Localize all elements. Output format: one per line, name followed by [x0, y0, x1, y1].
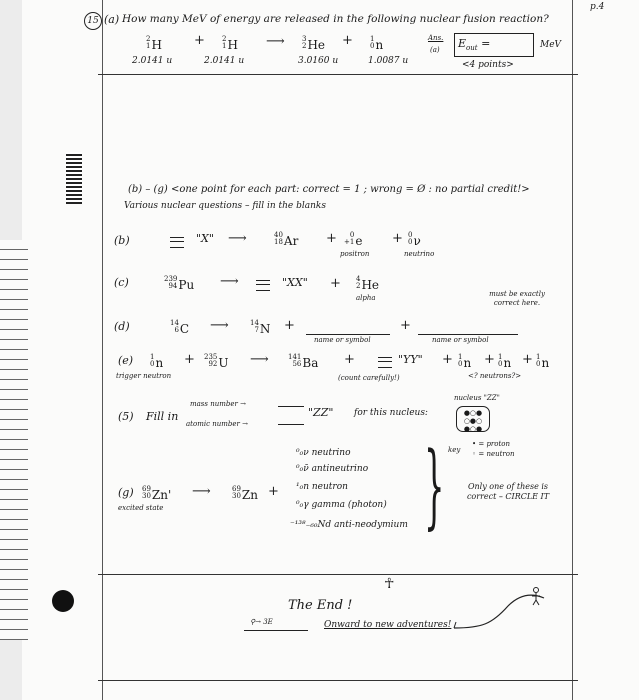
blank-atomic-number[interactable] [278, 424, 304, 425]
bike-underline [244, 630, 308, 631]
plus-sign: + [194, 33, 205, 48]
corner-mark: p.4 [590, 2, 605, 12]
hole-punch [52, 590, 74, 612]
reactant-1-amu: 2.0141 u [132, 56, 173, 66]
neutron-3: 1 0 n [536, 352, 550, 370]
circle-note: Only one of these is correct – CIRCLE IT [466, 482, 550, 501]
fill-in-label: Fill in [146, 410, 179, 423]
positron: 0 +1 e [344, 230, 363, 248]
key-neutron: ◦ = neutron [472, 450, 515, 458]
product-2: 1 0 n [370, 34, 384, 52]
hill-drawing [452, 584, 548, 632]
plus-e5: + [522, 352, 533, 367]
arrow-e: ⟶ [250, 352, 269, 367]
equals-sign-c [256, 280, 270, 291]
part-d-label: (d) [114, 320, 130, 333]
nucleus-diagram: ●○● ○●○ ●○● [456, 406, 490, 432]
reactant-1: 2 1 H [146, 34, 162, 52]
choice-anti-neodymium[interactable]: ⁻¹³⁸₋₆₀Nd anti-neodymium [290, 520, 408, 530]
right-border [572, 0, 573, 700]
mass-number-label: mass number → [190, 400, 246, 408]
plus-e3: + [442, 352, 453, 367]
plus-c: + [330, 276, 341, 291]
neutron-1: 1 0 n [458, 352, 472, 370]
unit-mev: MeV [540, 40, 562, 50]
part-g-label: (g) [118, 486, 134, 499]
blank-yy[interactable]: "YY" [398, 353, 423, 366]
parts-instruction: Various nuclear questions – fill in the blanks [124, 201, 326, 211]
binder-ruler [0, 240, 28, 640]
reactant-2: 2 1 H [222, 34, 238, 52]
choice-gamma[interactable]: ⁰₀γ gamma (photon) [296, 500, 387, 510]
problem-number: 15 [84, 12, 102, 30]
reaction-arrow: ⟶ [266, 34, 285, 49]
stick-figure-icon: ☥ [384, 576, 395, 592]
product-1-amu: 3.0160 u [298, 56, 339, 66]
points-note: <4 points> [462, 60, 514, 70]
part-b-label: (b) [114, 234, 130, 247]
trigger-neutron: 1 0 n [150, 352, 164, 370]
blank-mass-number[interactable] [278, 406, 304, 407]
equals-sign-b [170, 237, 184, 248]
product-1: 3 2 He [302, 34, 326, 52]
helium-4: 4 2 He [356, 274, 380, 292]
plus-b1: + [326, 231, 337, 246]
nucleus-title: nucleus "ZZ" [454, 394, 500, 402]
plus-e2: + [344, 352, 355, 367]
footer-rule-bottom [98, 680, 578, 681]
bicycle-icon: ⚲ [250, 618, 256, 626]
margin-line [102, 0, 103, 700]
neutrons-note: <? neutrons?> [468, 372, 522, 380]
zinc-69-excited: 69 30 Zn' [142, 484, 172, 502]
blank-x[interactable]: "X" [196, 232, 214, 245]
part-c-label: (c) [114, 276, 129, 289]
exact-note: must be exactly correct here. [489, 290, 545, 307]
neutrino-b: 0 0 ν [408, 230, 421, 248]
parts-header: (b) – (g) <one point for each part: correct = 1 ; wrong = Ø : no partial credit!> [128, 184, 530, 195]
blank-d1[interactable] [306, 334, 390, 335]
excited-state-label: excited state [118, 504, 164, 512]
part-a-label: (a) [104, 13, 120, 26]
plutonium-239: 239 94 Pu [164, 274, 195, 292]
arrow-c: ⟶ [220, 274, 239, 289]
the-end: The End ! [288, 598, 353, 613]
choice-antineutrino[interactable]: ⁰₀ν̄ antineutrino [296, 464, 369, 474]
count-note: (count carefully!) [338, 374, 400, 382]
barcode-mark [66, 152, 82, 204]
choice-neutron[interactable]: ¹₀n neutron [296, 482, 348, 492]
blank-d2-label: name or symbol [432, 336, 489, 344]
choice-neutrino[interactable]: ⁰₀ν neutrino [296, 448, 351, 458]
plus-d1: + [284, 318, 295, 333]
argon-40: 40 18 Ar [274, 230, 299, 248]
blank-xx[interactable]: "XX" [282, 276, 308, 289]
uranium-235: 235 92 U [204, 352, 229, 370]
eout-label: $E_{out}$ = [458, 37, 491, 53]
arrow-b: ⟶ [228, 231, 247, 246]
plus-sign-2: + [342, 33, 353, 48]
key-label: key [448, 446, 461, 454]
blank-d1-label: name or symbol [314, 336, 371, 344]
onward-text: Onward to new adventures! [324, 620, 452, 630]
neutron-2: 1 0 n [498, 352, 512, 370]
carbon-14: 14 6 C [170, 318, 190, 336]
plus-b2: + [392, 231, 403, 246]
top-rule [98, 74, 578, 75]
footer-rule-top [98, 574, 578, 575]
blank-zz: "ZZ" [308, 406, 334, 419]
barium-141: 141 56 Ba [288, 352, 319, 370]
alpha-label: alpha [356, 294, 376, 302]
ans-label: Ans. [428, 34, 444, 42]
plus-d2: + [400, 318, 411, 333]
trigger-label: trigger neutron [116, 372, 172, 380]
question-text: How many MeV of energy are released in the following nuclear fusion reaction? [122, 13, 549, 25]
reactant-2-amu: 2.0141 u [204, 56, 245, 66]
blank-d2[interactable] [418, 334, 518, 335]
neutrino-label: neutrino [404, 250, 435, 258]
for-nucleus-label: for this nucleus: [354, 408, 428, 418]
atomic-number-label: atomic number → [186, 420, 248, 428]
ans-sub: (a) [430, 46, 440, 54]
arrow-g: ⟶ [192, 484, 211, 499]
part-f-label: (5) [118, 410, 134, 423]
positron-label: positron [340, 250, 370, 258]
nitrogen-14: 14 7 N [250, 318, 271, 336]
choices-brace: } [424, 432, 445, 539]
key-proton: • = proton [472, 440, 511, 448]
arrow-d: ⟶ [210, 318, 229, 333]
plus-g: + [268, 484, 279, 499]
plus-e4: + [484, 352, 495, 367]
part-e-label: (e) [118, 354, 134, 367]
product-2-amu: 1.0087 u [368, 56, 409, 66]
plus-e1: + [184, 352, 195, 367]
bike-label: ⚲→ 3E [250, 618, 273, 626]
equals-sign-e [378, 357, 392, 368]
zinc-69: 69 30 Zn [232, 484, 258, 502]
